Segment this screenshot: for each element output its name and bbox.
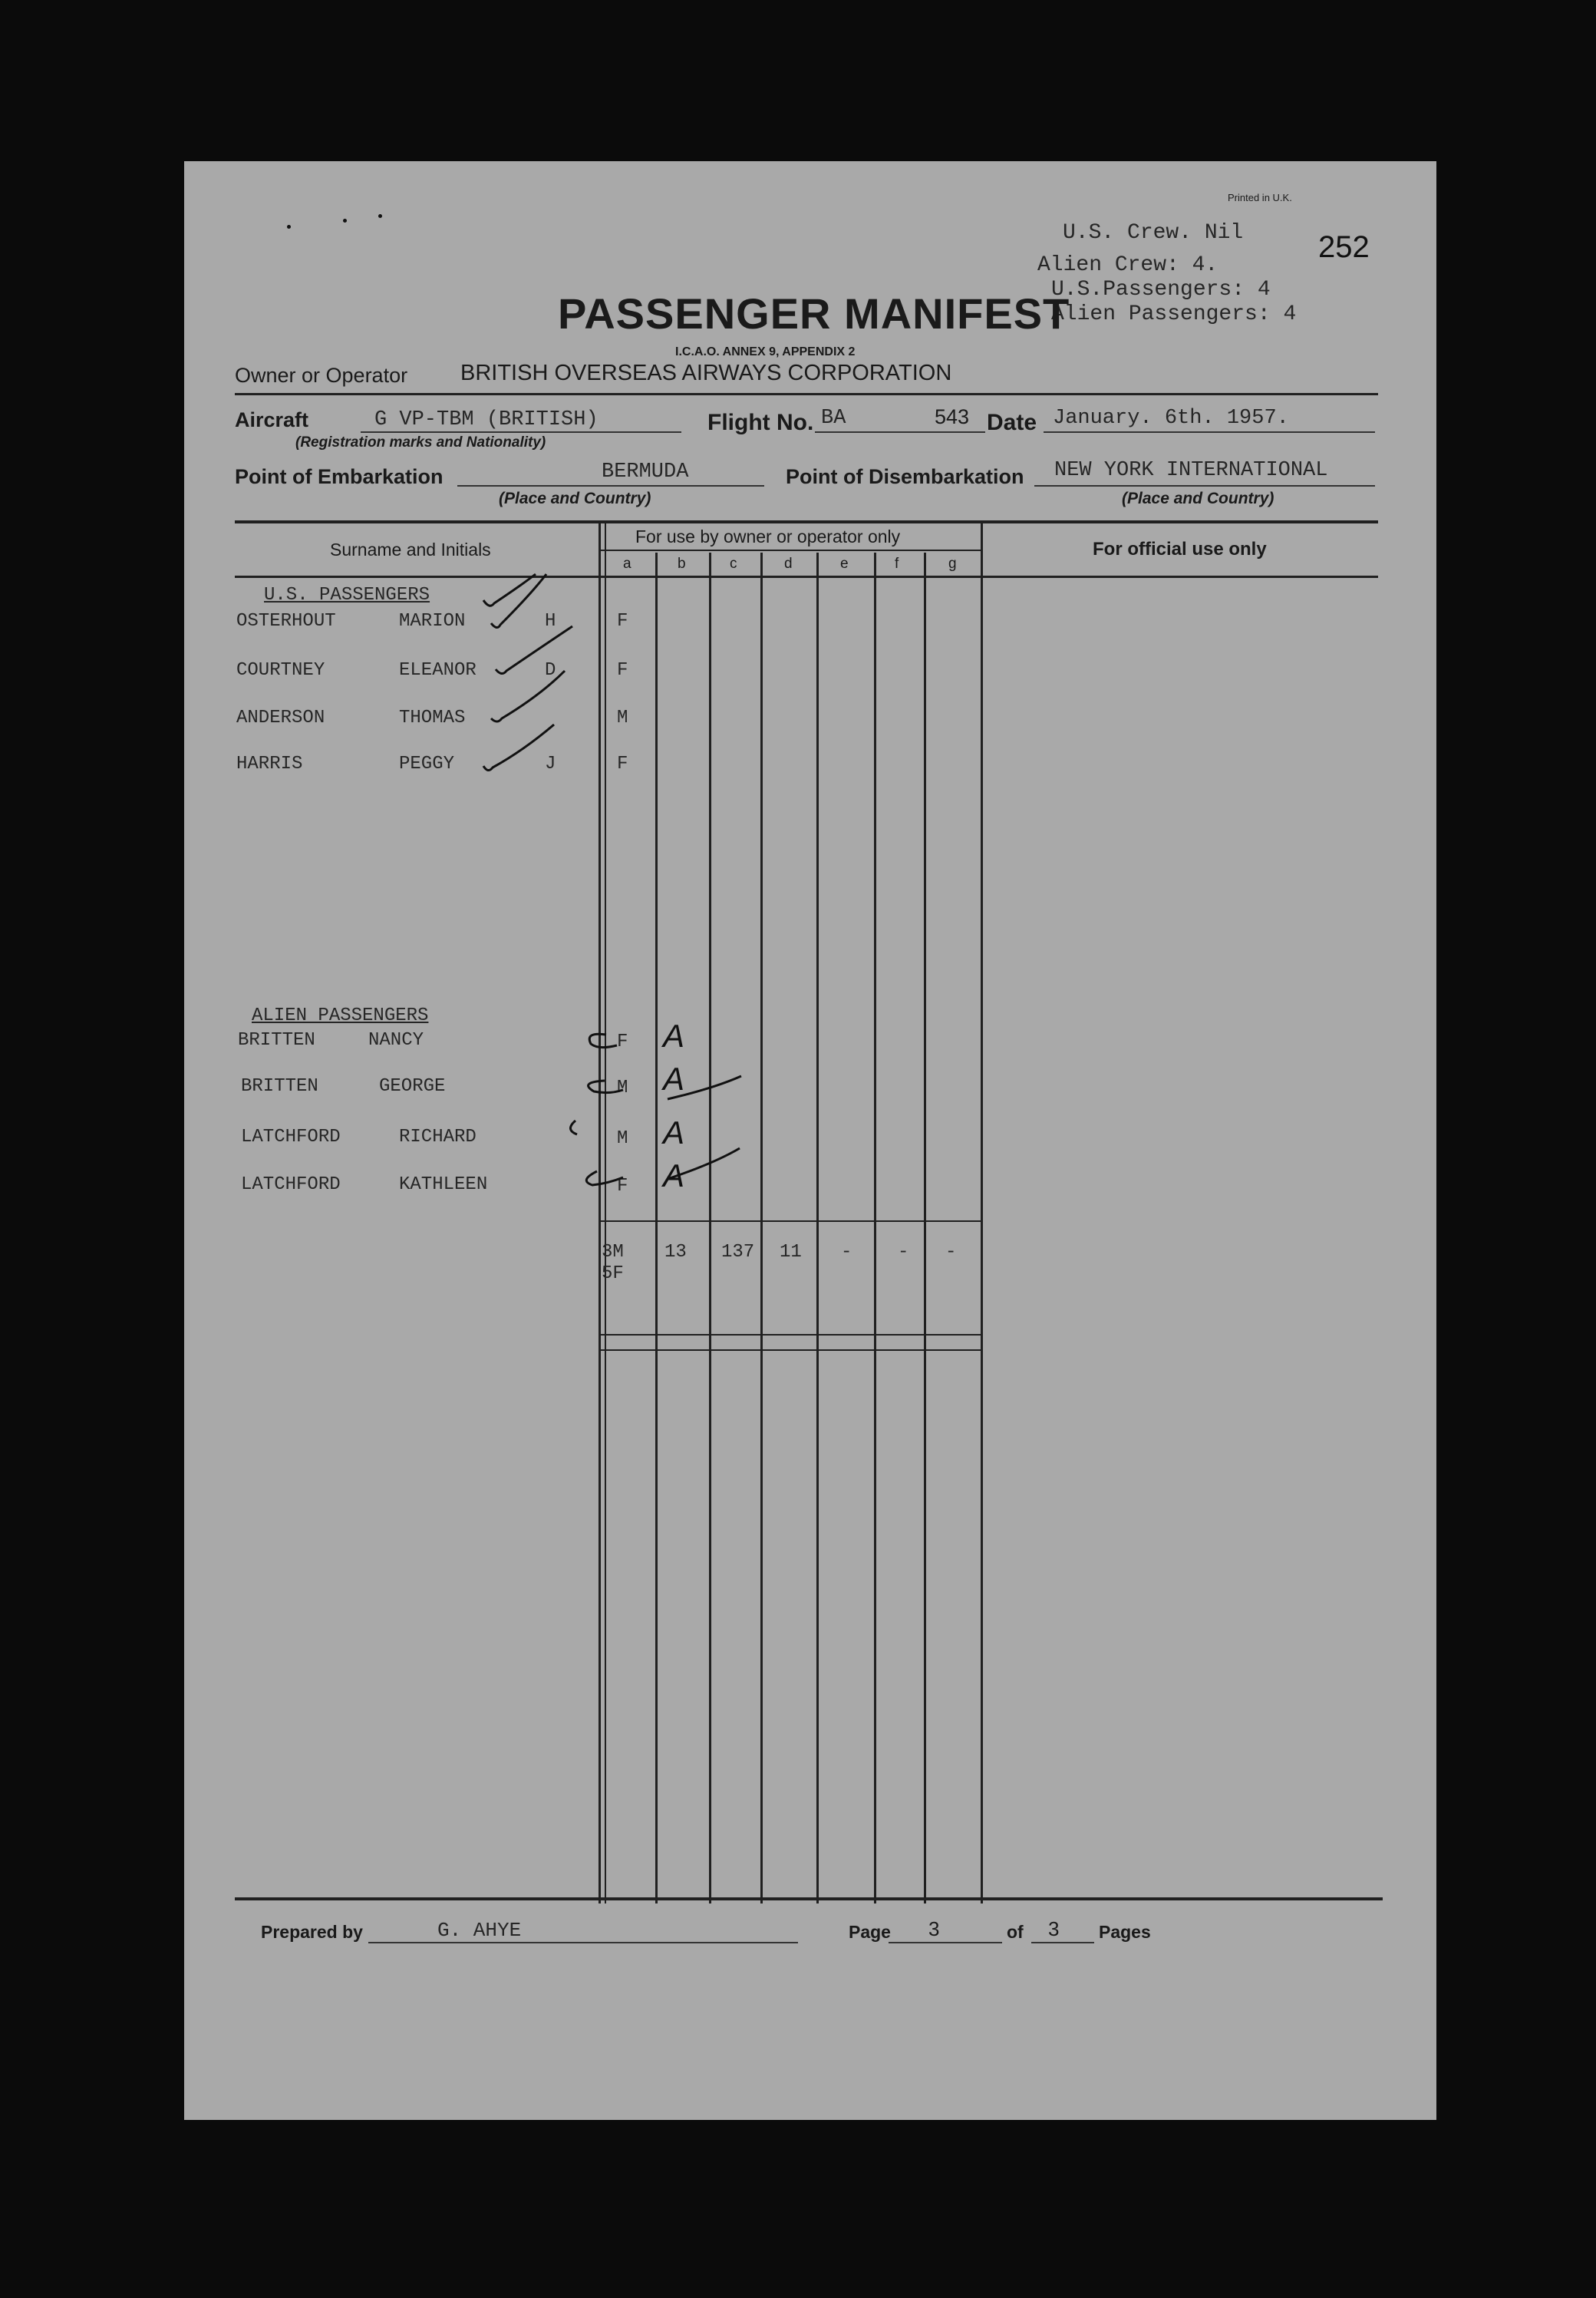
passenger-first-name: THOMAS: [399, 708, 466, 728]
totals-rule: [600, 1220, 982, 1222]
column-divider: [655, 553, 658, 1903]
embarkation-label: Point of Embarkation: [235, 465, 444, 488]
subcol-e: e: [840, 556, 849, 572]
manifest-page: [184, 161, 1436, 2120]
embarkation-caption: (Place and Country): [499, 490, 651, 507]
subcol-a: a: [623, 556, 631, 572]
speck: [378, 214, 382, 218]
column-divider: [874, 553, 876, 1903]
prepared-underline: [368, 1942, 798, 1943]
passenger-surname: COURTNEY: [236, 660, 325, 681]
date-underline: [1044, 431, 1375, 433]
handwritten-status: A: [663, 1157, 685, 1194]
tick-icon: [589, 1034, 617, 1047]
date-label: Date: [987, 410, 1037, 435]
flight-prefix: BA: [821, 407, 846, 430]
rule: [235, 393, 1378, 395]
subcol-d: d: [784, 556, 793, 572]
passenger-sex: F: [617, 1032, 628, 1052]
disembarkation-caption: (Place and Country): [1122, 490, 1274, 507]
of-underline: [1031, 1942, 1094, 1943]
total-male: 3M: [602, 1242, 624, 1263]
flight-label: Flight No.: [707, 410, 814, 435]
column-divider: [981, 522, 983, 1903]
disembarkation-label: Point of Disembarkation: [786, 465, 1024, 488]
strike-icon: [668, 1148, 740, 1179]
aircraft-label: Aircraft: [235, 408, 309, 431]
tick-icon: [589, 1081, 623, 1093]
page-stamp: 252: [1318, 230, 1370, 264]
manifest-subtitle: I.C.A.O. ANNEX 9, APPENDIX 2: [675, 345, 856, 358]
us-passengers-header: U.S. PASSENGERS: [264, 585, 430, 606]
total-b: 13: [664, 1242, 687, 1263]
page-value: 3: [928, 1917, 940, 1940]
passenger-first-name: PEGGY: [399, 754, 455, 774]
checkmark-icon: [491, 671, 565, 721]
total-e: -: [841, 1242, 852, 1263]
passenger-surname: BRITTEN: [238, 1030, 315, 1051]
totals-rule: [600, 1334, 982, 1336]
checkmark-icon: [483, 725, 554, 771]
passenger-sex: M: [617, 708, 628, 728]
passenger-sex: M: [617, 1128, 628, 1149]
prepared-value: G. AHYE: [437, 1919, 522, 1942]
alien-passengers-header: ALIEN PASSENGERS: [252, 1005, 429, 1026]
table-top-rule: [235, 520, 1378, 523]
passenger-surname: ANDERSON: [236, 708, 325, 728]
alien-passenger-count: Alien Passengers: 4: [1051, 302, 1297, 326]
checkmark-icon: [496, 626, 572, 674]
col-surname-header: Surname and Initials: [330, 540, 491, 560]
column-divider: [760, 553, 763, 1903]
passenger-surname: OSTERHOUT: [236, 611, 336, 632]
passenger-surname: HARRIS: [236, 754, 303, 774]
total-female: 5F: [602, 1263, 624, 1284]
speck: [343, 219, 347, 223]
handwritten-status: A: [663, 1018, 685, 1054]
passenger-first-name: KATHLEEN: [399, 1174, 488, 1195]
prepared-label: Prepared by: [261, 1922, 363, 1942]
of-label: of: [1007, 1922, 1024, 1942]
date-value: January. 6th. 1957.: [1053, 407, 1289, 430]
speck: [287, 225, 291, 229]
aircraft-value: G VP-TBM (BRITISH): [374, 408, 598, 431]
registration-caption: (Registration marks and Nationality): [295, 434, 546, 451]
totals-rule: [600, 1349, 982, 1351]
total-c: 137: [721, 1242, 755, 1263]
us-crew-count: U.S. Crew. Nil: [1063, 221, 1244, 245]
of-value: 3: [1048, 1917, 1060, 1940]
group-header-rule: [600, 550, 982, 551]
table-bottom-rule: [235, 1897, 1383, 1900]
disembarkation-underline: [1034, 485, 1375, 487]
owner-value: BRITISH OVERSEAS AIRWAYS CORPORATION: [460, 361, 952, 385]
subcol-f: f: [895, 556, 899, 572]
check-marks: [430, 568, 629, 798]
passenger-sex: F: [617, 1176, 628, 1197]
flight-number: 543: [935, 405, 970, 428]
subcol-b: b: [678, 556, 686, 572]
header-bottom-rule: [235, 576, 1378, 578]
total-d: 11: [780, 1242, 802, 1263]
embarkation-underline: [457, 485, 764, 487]
column-divider: [816, 553, 819, 1903]
page-underline: [889, 1942, 1002, 1943]
column-divider: [924, 553, 926, 1903]
alien-crew-count: Alien Crew: 4.: [1037, 253, 1218, 277]
page-label: Page: [849, 1922, 891, 1942]
passenger-sex: F: [617, 611, 628, 632]
flight-underline: [815, 431, 985, 433]
disembarkation-value: NEW YORK INTERNATIONAL: [1054, 459, 1328, 482]
column-divider: [709, 553, 711, 1903]
aircraft-underline: [361, 431, 681, 433]
embarkation-value: BERMUDA: [602, 461, 689, 484]
manifest-title: PASSENGER MANIFEST: [558, 289, 1070, 338]
col-group-header: For use by owner or operator only: [635, 527, 901, 546]
passenger-first-name: NANCY: [368, 1030, 424, 1051]
passenger-surname: BRITTEN: [241, 1076, 318, 1097]
passenger-initial: D: [545, 660, 556, 681]
passenger-sex: F: [617, 660, 628, 681]
owner-label: Owner or Operator: [235, 364, 408, 387]
passenger-initial: J: [545, 754, 556, 774]
tick-icon: [570, 1121, 577, 1134]
handwritten-status: A: [663, 1114, 685, 1151]
total-g: -: [945, 1242, 957, 1263]
alien-marks: [552, 1021, 752, 1220]
passenger-initial: H: [545, 611, 556, 632]
passenger-first-name: RICHARD: [399, 1127, 476, 1147]
handwritten-status: A: [663, 1061, 685, 1097]
passenger-first-name: GEORGE: [379, 1076, 446, 1097]
subcol-g: g: [948, 556, 957, 572]
passenger-first-name: ELEANOR: [399, 660, 476, 681]
print-mark: Printed in U.K.: [1228, 192, 1292, 203]
checkmark-icon: [483, 574, 536, 606]
col-official-header: For official use only: [1093, 539, 1267, 560]
passenger-first-name: MARION: [399, 611, 466, 632]
passenger-sex: F: [617, 754, 628, 774]
tick-icon: [586, 1171, 623, 1185]
us-passenger-count: U.S.Passengers: 4: [1051, 278, 1271, 302]
pages-label: Pages: [1099, 1922, 1151, 1942]
passenger-surname: LATCHFORD: [241, 1174, 341, 1195]
passenger-surname: LATCHFORD: [241, 1127, 341, 1147]
total-f: -: [898, 1242, 909, 1263]
passenger-sex: M: [617, 1078, 628, 1098]
subcol-c: c: [730, 556, 737, 572]
strike-icon: [668, 1076, 741, 1099]
